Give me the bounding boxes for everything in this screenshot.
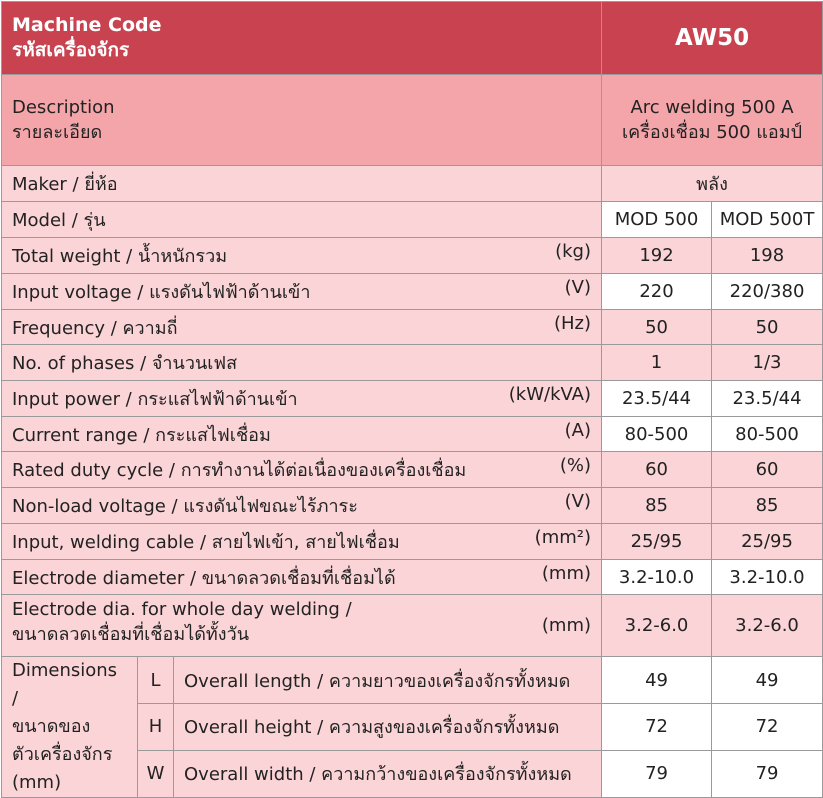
spec-row-input-voltage <box>2 274 823 310</box>
spec-table <box>1 1 823 798</box>
spec-value-2: 23.5/44 <box>712 381 823 417</box>
spec-row-frequency <box>2 310 823 345</box>
spec-unit: (kW/kVA) <box>508 384 592 405</box>
dimension-code: W <box>138 750 174 797</box>
dimensions-label <box>2 657 138 798</box>
spec-value-2: 25/95 <box>712 524 823 560</box>
spec-unit: (V) <box>564 491 592 512</box>
spec-value-2: 85 <box>712 488 823 524</box>
description-value <box>602 75 823 166</box>
spec-value-2: 1/3 <box>712 345 823 381</box>
spec-value-2: 198 <box>712 238 823 274</box>
maker-label: Maker / ยี่ห้อ <box>2 166 602 202</box>
spec-value-1: 50 <box>602 310 712 345</box>
whole-day-unit: (mm) <box>541 614 592 636</box>
dimension-code: H <box>138 704 174 750</box>
spec-label: Input, welding cable / สายไฟเข้า, สายไฟเชื่อม <box>12 532 400 553</box>
dimension-code: L <box>138 657 174 704</box>
spec-row-cable <box>2 524 823 560</box>
spec-value-1: 80-500 <box>602 417 712 452</box>
spec-value-1: 25/95 <box>602 524 712 560</box>
header-row <box>2 2 823 75</box>
whole-day-value-1: 3.2-6.0 <box>602 595 712 657</box>
description-label-en: Description <box>12 97 115 118</box>
description-row <box>2 75 823 166</box>
model-label: Model / รุ่น <box>2 202 602 238</box>
whole-day-value-2: 3.2-6.0 <box>712 595 823 657</box>
spec-label: No. of phases / จำนวนเฟส <box>12 353 238 374</box>
spec-label: Input voltage / แรงดันไฟฟ้าด้านเข้า <box>12 282 311 303</box>
spec-unit: (%) <box>559 455 592 476</box>
spec-unit: (A) <box>564 419 592 441</box>
dimension-label: Overall width / ความกว้างของเครื่องจักรทั้งหมด <box>174 750 602 797</box>
description-label <box>2 75 602 166</box>
dimensions-label-line2: ขนาดของ <box>12 716 91 737</box>
spec-value-1: 23.5/44 <box>602 381 712 417</box>
model-value-1: MOD 500 <box>602 202 712 238</box>
whole-day-label <box>2 595 602 657</box>
spec-unit: (Hz) <box>553 312 592 334</box>
dimension-value-2: 49 <box>712 657 823 704</box>
model-row <box>2 202 823 238</box>
description-label-th: รายละเอียด <box>12 122 103 143</box>
spec-row-whole-day <box>2 595 823 657</box>
spec-label: Rated duty cycle / การทำงานได้ต่อเนื่องของเครื่องเชื่อม <box>12 460 467 481</box>
maker-row <box>2 166 823 202</box>
spec-label: Electrode diameter / ขนาดลวดเชื่อมที่เชื่อมได้ <box>12 567 396 589</box>
spec-row-current-range <box>2 417 823 452</box>
spec-unit: (V) <box>564 277 592 298</box>
whole-day-label-line1: Electrode dia. for whole day welding / <box>12 598 352 620</box>
spec-row-non-load-voltage <box>2 488 823 524</box>
dimension-value-2: 72 <box>712 704 823 750</box>
spec-value-1: 60 <box>602 452 712 488</box>
model-value-2: MOD 500T <box>712 202 823 238</box>
spec-value-1: 85 <box>602 488 712 524</box>
dimensions-label-line3: ตัวเครื่องจักร <box>12 744 113 765</box>
spec-row-input-power <box>2 381 823 417</box>
spec-row-total-weight <box>2 238 823 274</box>
spec-value-2: 50 <box>712 310 823 345</box>
description-value-th: เครื่องเชื่อม 500 แอมป์ <box>622 122 803 143</box>
machine-code-label-en: Machine Code <box>12 14 162 36</box>
spec-label: Current range / กระแสไฟเชื่อม <box>12 424 271 446</box>
spec-row-electrode-diameter <box>2 560 823 595</box>
spec-value-2: 220/380 <box>712 274 823 310</box>
whole-day-label-line2: ขนาดลวดเชื่อมที่เชื่อมได้ทั้งวัน <box>12 623 249 645</box>
spec-value-2: 80-500 <box>712 417 823 452</box>
spec-row-duty-cycle <box>2 452 823 488</box>
dimension-label: Overall length / ความยาวของเครื่องจักรทั้งหมด <box>174 657 602 704</box>
spec-value-1: 192 <box>602 238 712 274</box>
spec-label: Non-load voltage / แรงดันไฟขณะไร้ภาระ <box>12 496 358 517</box>
dimension-label: Overall height / ความสูงของเครื่องจักรทั้งหมด <box>174 704 602 750</box>
dimensions-label-line4: (mm) <box>12 772 62 793</box>
dimension-row-length <box>2 657 823 704</box>
spec-value-2: 60 <box>712 452 823 488</box>
dimension-value-1: 49 <box>602 657 712 704</box>
spec-unit: (mm) <box>541 562 592 584</box>
maker-value: พลัง <box>602 166 823 202</box>
spec-value-1: 3.2-10.0 <box>602 560 712 595</box>
model-code: AW50 <box>602 2 823 75</box>
spec-row-phases <box>2 345 823 381</box>
dimension-value-1: 72 <box>602 704 712 750</box>
dimensions-label-line1: Dimensions / <box>12 660 118 709</box>
spec-label: Frequency / ความถี่ <box>12 317 178 339</box>
dimension-value-1: 79 <box>602 750 712 797</box>
spec-value-1: 220 <box>602 274 712 310</box>
spec-label: Input power / กระแสไฟฟ้าด้านเข้า <box>12 389 298 410</box>
spec-unit: (kg) <box>555 241 592 262</box>
description-value-en: Arc welding 500 A <box>630 97 794 118</box>
spec-value-2: 3.2-10.0 <box>712 560 823 595</box>
spec-value-1: 1 <box>602 345 712 381</box>
spec-unit: (mm²) <box>534 527 592 548</box>
dimension-value-2: 79 <box>712 750 823 797</box>
machine-code-label <box>2 2 602 75</box>
machine-code-label-th: รหัสเครื่องจักร <box>12 39 130 61</box>
spec-label: Total weight / น้ำหนักรวม <box>12 246 228 267</box>
